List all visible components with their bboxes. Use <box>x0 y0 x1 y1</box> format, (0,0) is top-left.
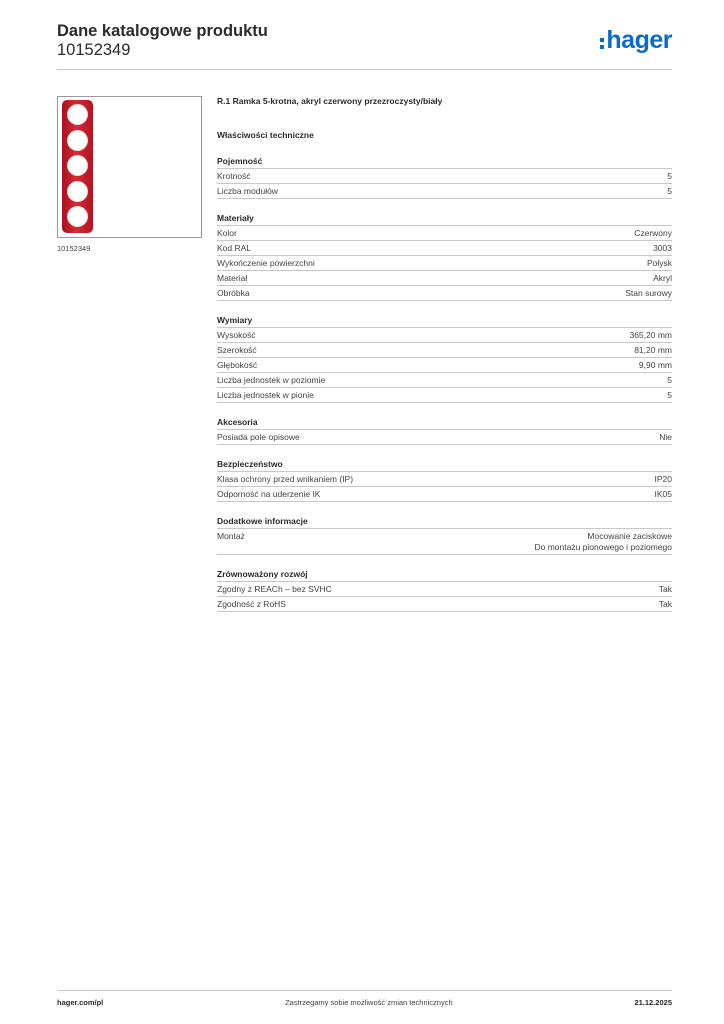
hager-logo <box>600 26 672 55</box>
footer-site: hager.com/pl <box>57 998 104 1007</box>
property-label: Liczba jednostek w pionie <box>217 390 314 400</box>
property-value <box>659 432 672 443</box>
property-label: Zgodny z REACh – bez SVHC <box>217 584 332 594</box>
page-header <box>57 22 672 70</box>
section <box>217 417 672 445</box>
page-footer <box>57 990 672 1007</box>
property-value-line: 365,20 mm <box>629 330 672 340</box>
frame-hole <box>67 130 88 151</box>
property-value-line: Mocowanie zaciskowe <box>587 531 672 541</box>
product-image <box>57 96 202 238</box>
footer-date: 21.12.2025 <box>634 998 672 1007</box>
property-value-line: Czerwony <box>634 228 672 238</box>
property-row <box>217 271 672 286</box>
product-details <box>217 96 672 612</box>
property-label: Wysokość <box>217 330 256 340</box>
property-value-line: Tak <box>658 599 672 609</box>
frame-icon <box>62 100 93 233</box>
property-label: Obróbka <box>217 288 250 298</box>
property-row <box>217 529 672 555</box>
property-value <box>667 375 672 386</box>
property-value-line: 81,20 mm <box>634 345 672 355</box>
property-label: Liczba modułów <box>217 186 278 196</box>
property-label: Krotność <box>217 171 251 181</box>
property-value-line: IP20 <box>654 474 672 484</box>
property-value <box>655 474 673 485</box>
property-value <box>625 288 672 299</box>
property-value-line: 5 <box>667 186 672 196</box>
property-value-line: Połysk <box>646 258 672 268</box>
property-value-line: Stan surowy <box>625 288 672 298</box>
property-value <box>667 390 672 401</box>
section <box>217 213 672 301</box>
property-value <box>653 273 672 284</box>
property-value <box>629 330 672 341</box>
footer-note: Zastrzegamy sobie możliwość zmian technicznych <box>285 998 453 1007</box>
property-label: Szerokość <box>217 345 257 355</box>
property-value <box>634 228 672 239</box>
property-label: Posiada pole opisowe <box>217 432 300 442</box>
property-row <box>217 184 672 199</box>
property-row <box>217 226 672 241</box>
property-row <box>217 241 672 256</box>
property-value-line: 9,90 mm <box>638 360 672 370</box>
frame-hole <box>67 104 88 125</box>
properties-sections <box>217 156 672 612</box>
section-title: Pojemność <box>217 156 672 169</box>
property-value-line: 5 <box>667 375 672 385</box>
frame-hole <box>67 155 88 176</box>
property-row <box>217 286 672 301</box>
section-title: Akcesoria <box>217 417 672 430</box>
property-value <box>655 489 673 500</box>
property-label: Kod RAL <box>217 243 252 253</box>
property-row <box>217 582 672 597</box>
logo-text: hager <box>606 26 672 54</box>
property-value <box>647 258 672 269</box>
frame-hole <box>67 181 88 202</box>
property-label: Materiał <box>217 273 248 283</box>
section <box>217 516 672 555</box>
section-title: Materiały <box>217 213 672 226</box>
property-label: Kolor <box>217 228 237 238</box>
property-value-line: Do montażu pionowego i poziomego <box>534 542 672 552</box>
property-row <box>217 169 672 184</box>
property-value <box>534 531 672 553</box>
document-number: 10152349 <box>57 41 131 59</box>
property-row <box>217 388 672 403</box>
section <box>217 459 672 502</box>
property-value-line: 5 <box>667 390 672 400</box>
product-title: R.1 Ramka 5-krotna, akryl czerwony przezroczysty/biały <box>217 96 443 106</box>
section <box>217 315 672 403</box>
property-row <box>217 328 672 343</box>
property-label: Montaż <box>217 531 245 541</box>
section-title: Zrównoważony rozwój <box>217 569 672 582</box>
property-label: Wykończenie powierzchni <box>217 258 315 268</box>
property-label: Zgodność z RoHS <box>217 599 286 609</box>
tech-properties-title: Właściwości techniczne <box>217 130 314 140</box>
property-row <box>217 256 672 271</box>
property-value <box>659 584 672 595</box>
logo-dots-icon <box>600 38 604 49</box>
property-row <box>217 343 672 358</box>
section-title: Wymiary <box>217 315 672 328</box>
property-value-line: 3003 <box>653 243 672 253</box>
property-value-line: Tak <box>658 584 672 594</box>
property-value <box>667 186 672 197</box>
property-value <box>653 243 672 254</box>
frame-hole <box>67 206 88 227</box>
property-value-line: 5 <box>667 171 672 181</box>
section <box>217 156 672 199</box>
property-row <box>217 487 672 502</box>
image-caption: 10152349 <box>57 244 91 253</box>
property-label: Odporność na uderzenie IK <box>217 489 321 499</box>
property-row <box>217 597 672 612</box>
property-value <box>634 345 672 356</box>
property-value <box>639 360 672 371</box>
property-row <box>217 430 672 445</box>
property-value-line: Akryl <box>653 273 672 283</box>
section-title: Bezpieczeństwo <box>217 459 672 472</box>
section <box>217 569 672 612</box>
property-value <box>659 599 672 610</box>
property-row <box>217 472 672 487</box>
property-label: Klasa ochrony przed wnikaniem (IP) <box>217 474 354 484</box>
document-title: Dane katalogowe produktu <box>57 22 268 40</box>
property-value-line: Nie <box>659 432 672 442</box>
property-value-line: IK05 <box>654 489 672 499</box>
property-label: Głębokość <box>217 360 258 370</box>
property-row <box>217 373 672 388</box>
section-title: Dodatkowe informacje <box>217 516 672 529</box>
property-label: Liczba jednostek w poziomie <box>217 375 326 385</box>
property-value <box>667 171 672 182</box>
property-row <box>217 358 672 373</box>
